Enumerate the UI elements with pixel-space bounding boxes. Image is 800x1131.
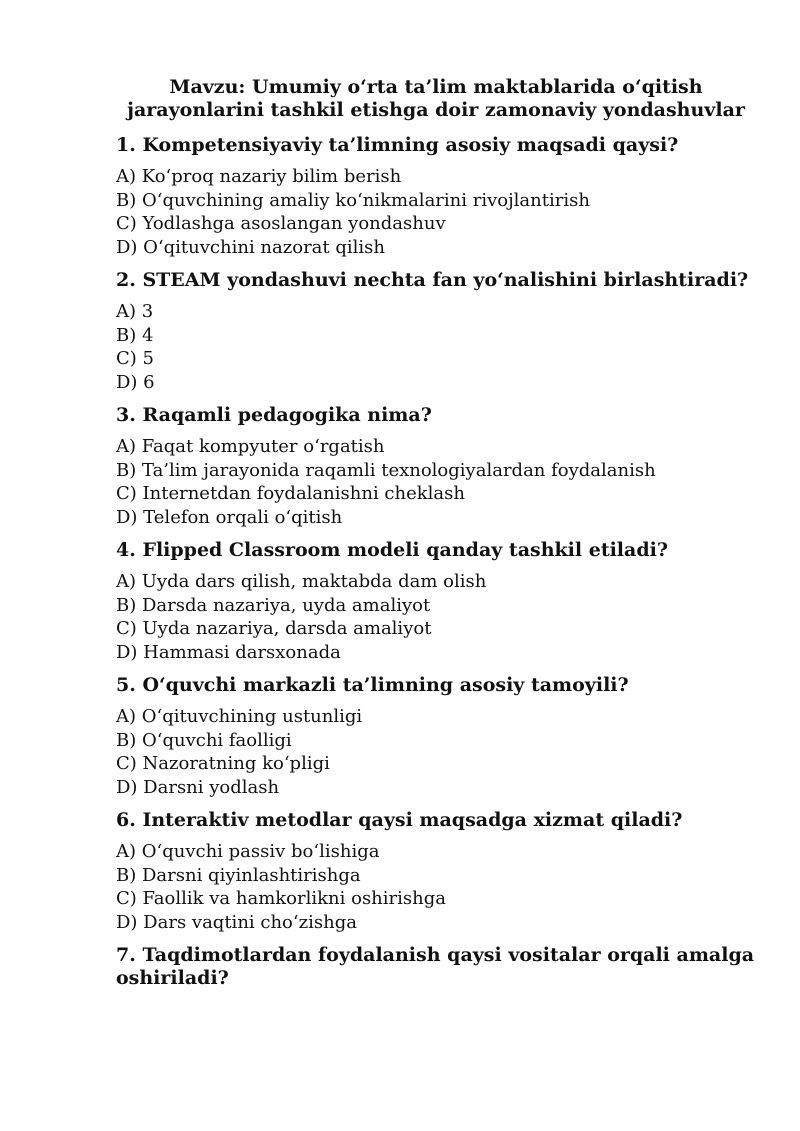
question-text: 2. STEAM yondashuvi nechta fan yo‘nalishini birlashtiradi? bbox=[116, 269, 749, 291]
answer-option-a: A) Ko‘proq nazariy bilim berish bbox=[116, 166, 402, 187]
answer-option-c: C) 5 bbox=[116, 348, 154, 369]
question-text: 3. Raqamli pedagogika nima? bbox=[116, 404, 432, 426]
title-line: jarayonlarini tashkil etishga doir zamonaviy yondashuvlar bbox=[127, 99, 745, 121]
question-2 bbox=[116, 269, 756, 394]
answer-options bbox=[116, 165, 756, 259]
question-text: 1. Kompetensiyaviy ta’limning asosiy maqsadi qaysi? bbox=[116, 134, 679, 156]
answer-option-a: A) O‘quvchi passiv bo‘lishiga bbox=[116, 841, 380, 862]
question-6 bbox=[116, 809, 756, 934]
answer-option-d: D) Hammasi darsxonada bbox=[116, 641, 341, 663]
answer-option-a: A) O‘qituvchining ustunligi bbox=[116, 706, 363, 727]
question-text: 6. Interaktiv metodlar qaysi maqsadga xizmat qiladi? bbox=[116, 809, 683, 831]
answer-option-b: B) Ta’lim jarayonida raqamli texnologiyalardan foydalanish bbox=[116, 459, 656, 481]
answer-option-d: D) Telefon orqali o‘qitish bbox=[116, 506, 343, 528]
answer-option-d: D) Darsni yodlash bbox=[116, 776, 280, 798]
question-3 bbox=[116, 404, 756, 529]
question-text: 7. Taqdimotlardan foydalanish qaysi vositalar orqali amalga oshiriladi? bbox=[116, 944, 755, 989]
answer-option-c: C) Internetdan foydalanishni cheklash bbox=[116, 483, 465, 504]
question-text: 5. O‘quvchi markazli ta’limning asosiy tamoyili? bbox=[116, 674, 629, 696]
answer-option-b: B) Darsni qiyinlashtirishga bbox=[116, 864, 361, 886]
question-4 bbox=[116, 539, 756, 664]
question-7 bbox=[116, 944, 756, 990]
answer-options bbox=[116, 840, 756, 934]
answer-option-b: B) O‘quvchi faolligi bbox=[116, 729, 292, 751]
answer-option-a: A) Faqat kompyuter o‘rgatish bbox=[116, 436, 385, 457]
document-title bbox=[116, 76, 756, 122]
answer-option-c: C) Faollik va hamkorlikni oshirishga bbox=[116, 888, 446, 909]
answer-options bbox=[116, 300, 756, 394]
document-page bbox=[116, 76, 756, 1000]
answer-option-c: C) Yodlashga asoslangan yondashuv bbox=[116, 213, 446, 234]
answer-option-c: C) Nazoratning ko‘pligi bbox=[116, 753, 330, 774]
answer-option-d: D) Dars vaqtini cho‘zishga bbox=[116, 911, 357, 933]
answer-option-b: B) 4 bbox=[116, 324, 154, 346]
question-5 bbox=[116, 674, 756, 799]
answer-option-d: D) O‘qituvchini nazorat qilish bbox=[116, 236, 385, 258]
answer-option-b: B) Darsda nazariya, uyda amaliyot bbox=[116, 594, 431, 616]
answer-option-b: B) O‘quvchining amaliy ko‘nikmalarini rivojlantirish bbox=[116, 189, 590, 211]
answer-option-d: D) 6 bbox=[116, 371, 155, 393]
answer-option-a: A) Uyda dars qilish, maktabda dam olish bbox=[116, 571, 487, 592]
question-text: 4. Flipped Classroom modeli qanday tashkil etiladi? bbox=[116, 539, 668, 561]
answer-options bbox=[116, 570, 756, 664]
title-line: Mavzu: Umumiy o‘rta ta’lim maktablarida o‘qitish bbox=[169, 76, 703, 98]
answer-option-a: A) 3 bbox=[116, 301, 154, 322]
answer-options bbox=[116, 705, 756, 799]
question-1 bbox=[116, 134, 756, 259]
answer-options bbox=[116, 435, 756, 529]
answer-option-c: C) Uyda nazariya, darsda amaliyot bbox=[116, 618, 432, 639]
